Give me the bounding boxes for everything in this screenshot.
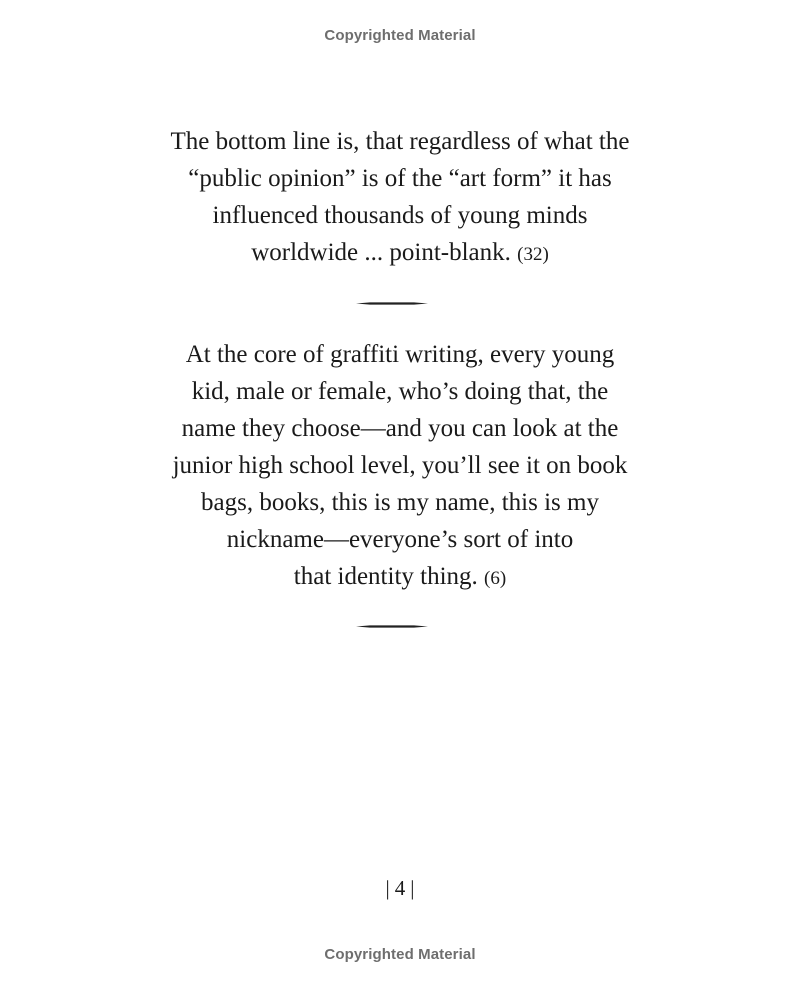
- quote-text: worldwide ... point-blank.: [251, 239, 511, 266]
- quote-line: influenced thousands of young minds: [212, 202, 588, 229]
- quote-citation: (6): [484, 568, 507, 589]
- quote-line: name they choose—and you can look at the: [181, 415, 619, 442]
- page-number-value: 4: [394, 876, 406, 900]
- copyright-header: Copyrighted Material: [324, 27, 476, 44]
- quote-line: nickname—everyone’s sort of into: [226, 526, 574, 553]
- copyright-footer: Copyrighted Material: [324, 946, 476, 963]
- quote-citation: (32): [517, 244, 549, 265]
- page-number-bar-right: |: [410, 876, 415, 900]
- quote-line: At the core of graffiti writing, every young: [185, 341, 615, 368]
- divider-ornament: [356, 625, 428, 628]
- page-number: [0, 876, 800, 901]
- quote-line-last: [100, 234, 700, 273]
- divider-ornament: [356, 302, 428, 305]
- quote-text: that identity thing.: [293, 563, 478, 590]
- quote-block: [100, 336, 700, 597]
- quote-line: junior high school level, you’ll see it on book: [172, 452, 628, 479]
- quote-line: “public opinion” is of the “art form” it has: [188, 165, 612, 192]
- quote-line: The bottom line is, that regardless of what the: [170, 128, 630, 155]
- quote-line: bags, books, this is my name, this is my: [201, 489, 599, 516]
- page-number-bar-left: |: [385, 876, 390, 900]
- quote-line-last: [100, 558, 700, 597]
- quote-line: kid, male or female, who’s doing that, the: [191, 378, 609, 405]
- quote-block: [100, 123, 700, 273]
